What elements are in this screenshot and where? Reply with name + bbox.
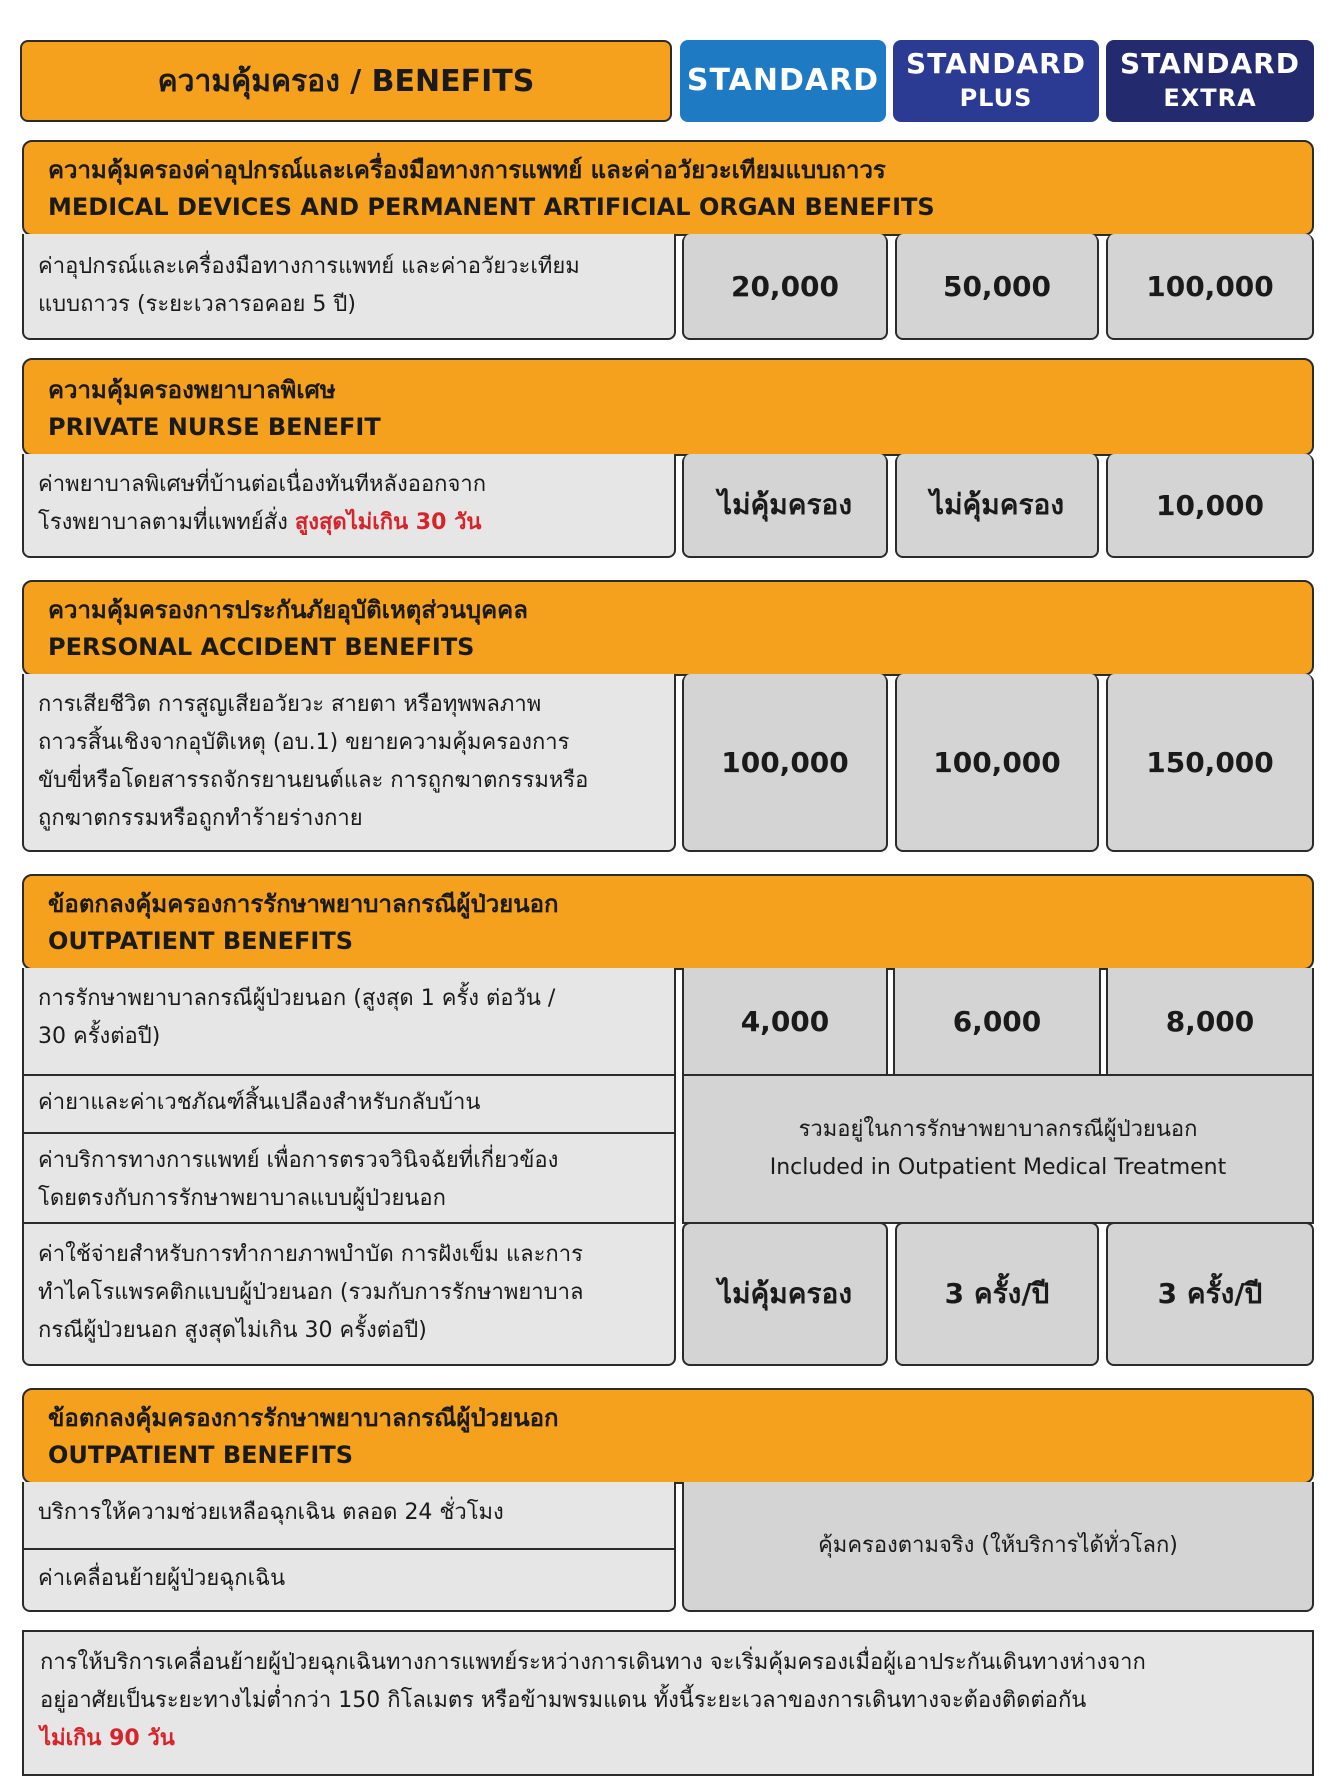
plan-standard-extra-sub: EXTRA xyxy=(1163,84,1257,112)
outpatient-physio-label-line3: กรณีผู้ป่วยนอก สูงสุดไม่เกิน 30 ครั้งต่อปี) xyxy=(38,1318,427,1343)
note-line1: การให้บริการเคลื่อนย้ายผู้ป่วยฉุกเฉินทางการแพทย์ระหว่างการเดินทาง จะเริ่มคุ้มครองเมื่อผู้เอาประกันเดินทางห่างจาก xyxy=(40,1650,1146,1675)
personal-accident-label-cell xyxy=(22,674,676,852)
personal-accident-value-plus: 100,000 xyxy=(895,674,1099,852)
note-line2: อยู่อาศัยเป็นระยะทางไม่ต่ำกว่า 150 กิโลเมตร หรือข้ามพรมแดน ทั้งนี้ระยะเวลาของการเดินทางจะต้องติดต่อกัน xyxy=(40,1688,1087,1713)
plan-standard-plus-header xyxy=(893,40,1099,122)
private-nurse-value-standard: ไม่คุ้มครอง xyxy=(682,454,888,558)
outpatient-treatment-value-plus: 6,000 xyxy=(893,968,1101,1076)
medical-devices-value-extra: 100,000 xyxy=(1106,234,1314,340)
personal-accident-label-line1: การเสียชีวิต การสูญเสียอวัยวะ สายตา หรือทุพพลภาพ xyxy=(38,692,542,717)
outpatient-medicine-label-cell xyxy=(22,1074,676,1134)
section-outpatient-header xyxy=(22,874,1314,970)
section-personal-accident-title-en: PERSONAL ACCIDENT BENEFITS xyxy=(48,633,475,661)
outpatient-treatment-value-standard: 4,000 xyxy=(682,968,888,1076)
private-nurse-label-line2: โรงพยาบาลตามที่แพทย์สั่ง xyxy=(38,510,295,535)
private-nurse-limit-highlight: สูงสุดไม่เกิน 30 วัน xyxy=(294,510,482,535)
outpatient-medicine-label: ค่ายาและค่าเวชภัณฑ์สิ้นเปลืองสำหรับกลับบ้าน xyxy=(38,1090,481,1115)
plan-standard-name: STANDARD xyxy=(686,63,880,98)
emergency-coverage-text: คุ้มครองตามจริง (ให้บริการได้ทั่วโลก) xyxy=(818,1533,1178,1558)
plan-standard-plus-name: STANDARD xyxy=(906,47,1086,80)
section-outpatient-title-en: OUTPATIENT BENEFITS xyxy=(48,927,354,955)
emergency-transfer-label-cell xyxy=(22,1548,676,1612)
plan-standard-header xyxy=(680,40,886,122)
section-emergency-header xyxy=(22,1388,1314,1484)
personal-accident-label-line4: ถูกฆาตกรรมหรือถูกทำร้ายร่างกาย xyxy=(38,806,363,831)
emergency-assistance-label-cell xyxy=(22,1482,676,1550)
emergency-transfer-label: ค่าเคลื่อนย้ายผู้ป่วยฉุกเฉิน xyxy=(38,1566,286,1591)
personal-accident-label-line3: ขับขี่หรือโดยสารรถจักรยานยนต์และ การถูกฆาตกรรมหรือ xyxy=(38,768,589,793)
section-private-nurse-title-en: PRIVATE NURSE BENEFIT xyxy=(48,413,381,441)
personal-accident-label-line2: ถาวรสิ้นเชิงจากอุบัติเหตุ (อบ.1) ขยายความคุ้มครองการ xyxy=(38,730,570,755)
section-personal-accident-title-th: ความคุ้มครองการประกันภัยอุบัติเหตุส่วนบุคคล xyxy=(48,596,528,624)
private-nurse-label-cell xyxy=(22,454,676,558)
medical-devices-label-line2: แบบถาวร (ระยะเวลารอคอย 5 ปี) xyxy=(38,292,356,317)
section-private-nurse-title-th: ความคุ้มครองพยาบาลพิเศษ xyxy=(48,376,336,404)
outpatient-physio-value-plus: 3 ครั้ง/ปี xyxy=(895,1222,1099,1366)
outpatient-treatment-label-line1: การรักษาพยาบาลกรณีผู้ป่วยนอก (สูงสุด 1 ครั้ง ต่อวัน / xyxy=(38,986,556,1011)
outpatient-included-note xyxy=(682,1074,1314,1224)
private-nurse-value-extra: 10,000 xyxy=(1106,454,1314,558)
outpatient-physio-value-extra: 3 ครั้ง/ปี xyxy=(1106,1222,1314,1366)
emergency-coverage-note xyxy=(682,1482,1314,1612)
outpatient-treatment-label-cell xyxy=(22,968,676,1076)
benefits-header xyxy=(20,40,672,122)
section-medical-devices-title-en: MEDICAL DEVICES AND PERMANENT ARTIFICIAL ORGAN BENEFITS xyxy=(48,193,935,221)
benefits-title: ความคุ้มครอง / BENEFITS xyxy=(157,63,535,99)
outpatient-diagnosis-label-line1: ค่าบริการทางการแพทย์ เพื่อการตรวจวินิจฉัยที่เกี่ยวข้อง xyxy=(38,1148,559,1173)
section-private-nurse-header xyxy=(22,358,1314,456)
personal-accident-value-extra: 150,000 xyxy=(1106,674,1314,852)
plan-standard-plus-sub: PLUS xyxy=(959,84,1033,112)
section-medical-devices-header xyxy=(22,140,1314,236)
outpatient-diagnosis-label-cell xyxy=(22,1132,676,1224)
plan-standard-extra-header xyxy=(1106,40,1314,122)
medical-devices-label-cell xyxy=(22,234,676,340)
medical-devices-value-plus: 50,000 xyxy=(895,234,1099,340)
note-duration-highlight: ไม่เกิน 90 วัน xyxy=(40,1726,175,1751)
outpatient-diagnosis-label-line2: โดยตรงกับการรักษาพยาบาลแบบผู้ป่วยนอก xyxy=(38,1186,446,1211)
section-personal-accident-header xyxy=(22,580,1314,676)
medical-devices-value-standard: 20,000 xyxy=(682,234,888,340)
medical-devices-label-line1: ค่าอุปกรณ์และเครื่องมือทางการแพทย์ และค่าอวัยวะเทียม xyxy=(38,254,580,279)
outpatient-treatment-label-line2: 30 ครั้งต่อปี) xyxy=(38,1024,161,1049)
section-emergency-title-th: ข้อตกลงคุ้มครองการรักษาพยาบาลกรณีผู้ป่วยนอก xyxy=(48,1404,559,1432)
section-outpatient-title-th: ข้อตกลงคุ้มครองการรักษาพยาบาลกรณีผู้ป่วยนอก xyxy=(48,890,559,918)
outpatient-included-en: Included in Outpatient Medical Treatment xyxy=(769,1155,1227,1180)
private-nurse-label-line1: ค่าพยาบาลพิเศษที่บ้านต่อเนื่องทันทีหลังออกจาก xyxy=(38,472,487,497)
outpatient-physio-label-line2: ทำไคโรแพรคติกแบบผู้ป่วยนอก (รวมกับการรักษาพยาบาล xyxy=(38,1280,584,1305)
outpatient-treatment-value-extra: 8,000 xyxy=(1106,968,1314,1076)
outpatient-physio-label-cell xyxy=(22,1222,676,1366)
plan-standard-extra-name: STANDARD xyxy=(1120,47,1300,80)
personal-accident-value-standard: 100,000 xyxy=(682,674,888,852)
private-nurse-value-plus: ไม่คุ้มครอง xyxy=(895,454,1099,558)
outpatient-physio-label-line1: ค่าใช้จ่ายสำหรับการทำกายภาพบำบัด การฝังเข็ม และการ xyxy=(38,1242,583,1267)
section-emergency-title-en: OUTPATIENT BENEFITS xyxy=(48,1441,354,1469)
outpatient-included-th: รวมอยู่ในการรักษาพยาบาลกรณีผู้ป่วยนอก xyxy=(798,1117,1198,1142)
emergency-transfer-condition-note xyxy=(22,1630,1314,1776)
emergency-assistance-label: บริการให้ความช่วยเหลือฉุกเฉิน ตลอด 24 ชั่วโมง xyxy=(38,1500,504,1525)
section-medical-devices-title-th: ความคุ้มครองค่าอุปกรณ์และเครื่องมือทางการแพทย์ และค่าอวัยวะเทียมแบบถาวร xyxy=(48,156,886,184)
outpatient-physio-value-standard: ไม่คุ้มครอง xyxy=(682,1222,888,1366)
